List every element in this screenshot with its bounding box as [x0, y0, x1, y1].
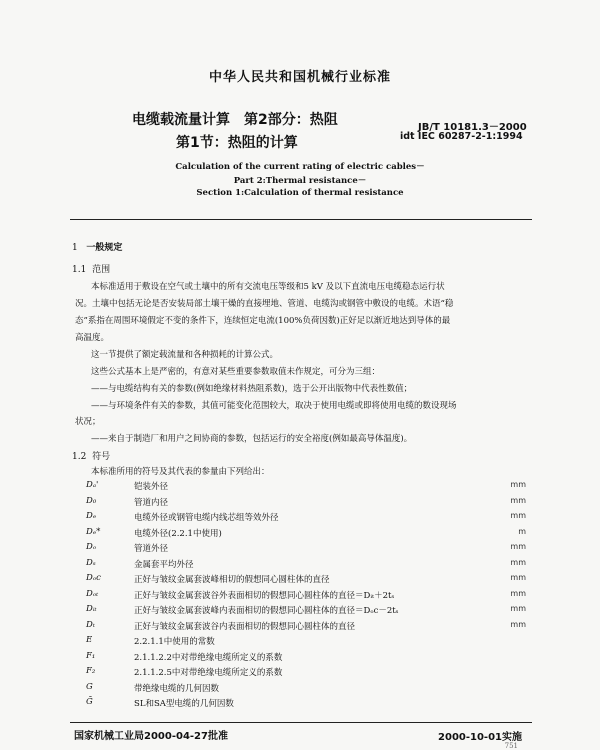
- symbol-row: [0, 620, 600, 635]
- symbol-description: 带绝缘电缆的几何因数: [134, 683, 220, 694]
- symbol: Dₛ: [86, 557, 96, 568]
- symbol-unit: mm: [510, 619, 526, 629]
- symbol-description: 正好与皱纹金属套波峰内表面相切的假想同心圆柱体的直径＝Dₒc－2tₛ: [134, 606, 399, 616]
- symbol-unit: mm: [510, 588, 526, 598]
- symbol: Dₒₜ: [86, 588, 99, 599]
- symbol-description: 铠装外径: [134, 482, 169, 492]
- scope-para-5-line-1: ——与环境条件有关的参数，其值可能变化范围较大，取决于使用电缆或即将使用电缆的数设现场: [91, 401, 457, 411]
- symbol-row: [0, 666, 600, 681]
- scope-para-4: ——与电缆结构有关的参数(例如绝缘材料热阻系数)，选于公开出版物中代表性数值；: [91, 384, 413, 394]
- symbol-description: 2.1.1.2.5中对带绝缘电缆所定义的系数: [134, 668, 283, 678]
- subsection-number: 1.1: [72, 265, 87, 275]
- symbol-row: [0, 697, 600, 712]
- symbol-description: 2.2.1.1中使用的常数: [134, 637, 215, 647]
- title-en-line2: Part 2:Thermal resistance－: [233, 176, 367, 186]
- symbol-row: [0, 542, 600, 557]
- symbol-description: 2.1.1.2.2中对带绝缘电缆所定义的系数: [134, 652, 283, 663]
- symbol-row: [0, 589, 600, 604]
- symbols-intro: 本标准所用的符号及其代表的参量由下列给出：: [91, 467, 270, 477]
- title-cn-line2: 第1节：热阻的计算: [176, 135, 298, 151]
- scope-para-6: ——来自于制造厂和用户之间协商的参数，包括运行的安全裕度(例如最高导体温度)。: [91, 434, 413, 444]
- scope-para-5-line-2: 状况；: [75, 417, 101, 427]
- symbol: Dₜ: [86, 619, 95, 630]
- title-en-line1: Calculation of the current rating of electric cables－: [175, 162, 425, 172]
- symbol-unit: mm: [510, 480, 526, 489]
- symbol-row: [0, 682, 600, 697]
- symbol-row: [0, 496, 600, 511]
- subsection-number: 1.2: [72, 452, 87, 462]
- symbol-description: 电缆外径或钢管电缆内线芯组等效外径: [134, 513, 279, 523]
- title-cn-line1: 电缆载流量计算 第2部分：热阻: [132, 112, 338, 128]
- idt-reference: idt IEC 60287-2-1:1994: [400, 131, 523, 142]
- symbol: Ḡ: [86, 697, 93, 707]
- symbol-unit: mm: [510, 604, 526, 613]
- footer-divider: [70, 722, 532, 723]
- symbol: G: [86, 681, 93, 692]
- title-divider: [70, 219, 532, 220]
- symbol-row: [0, 511, 600, 526]
- symbol-description: 管道外径: [134, 544, 169, 554]
- symbol: Dₒc: [86, 573, 101, 583]
- symbol: Dₐ': [86, 480, 99, 490]
- symbol-row: [0, 527, 600, 542]
- symbol-unit: m: [518, 526, 526, 536]
- symbol-description: 管道内径: [134, 497, 169, 508]
- symbol: Dₑ: [86, 511, 97, 521]
- symbol-description: 正好与皱纹金属套波谷内表面相切的假想同心圆柱体的直径: [134, 621, 356, 632]
- subsection-title: 符号: [92, 452, 111, 462]
- symbol-description: 金属套平均外径: [134, 559, 194, 570]
- scope-para-line-1: 本标准适用于敷设在空气或土壤中的所有交流电压等级和5 kV 及以下直流电压电缆稳态运行状: [91, 282, 445, 292]
- symbol-row: [0, 558, 600, 573]
- symbol-unit: mm: [510, 511, 526, 520]
- scope-para-3: 这些公式基本上是严密的，有意对某些重要参数取值未作规定，可分为三组：: [91, 367, 381, 377]
- symbol: Dᵢₜ: [86, 604, 97, 614]
- symbol-row: [0, 635, 600, 650]
- symbol: Dₒ: [86, 542, 97, 552]
- symbol: F₂: [86, 666, 96, 676]
- symbol-unit: mm: [510, 557, 526, 567]
- subsection-1-2-heading: [72, 449, 110, 462]
- symbol-row: [0, 651, 600, 666]
- symbol-row: [0, 480, 600, 495]
- section-1-heading: [72, 240, 122, 253]
- effective-date: 2000-10-01实施: [438, 732, 522, 743]
- symbol-row: [0, 604, 600, 619]
- symbol: F₁: [86, 650, 96, 661]
- scope-para-line-2: 况。土壤中包括无论是否安装局部土壤干燥的直接埋地、管道、电缆沟或钢管中敷设的电缆。术语“稳: [75, 299, 454, 309]
- section-title: 一般规定: [86, 243, 123, 253]
- symbol-description: 正好与皱纹金属套波谷外表面相切的假想同心圆柱体的直径＝Dᵢₜ＋2tₛ: [134, 590, 395, 601]
- approval-date: 国家机械工业局2000-04-27批准: [74, 731, 228, 742]
- standard-number: JB/T 10181.3－2000: [418, 122, 527, 133]
- symbol-row: [0, 573, 600, 588]
- symbol: D₀: [86, 495, 97, 506]
- scope-para-line-3: 态”系指在周围环境假定不变的条件下，连续恒定电流(100%负荷因数)正好足以渐近地达到导体的最: [75, 316, 451, 326]
- scope-para-line-4: 高温度。: [75, 333, 110, 343]
- scope-para-2: 这一节提供了额定载流量和各种损耗的计算公式。: [91, 350, 279, 360]
- title-en-line3: Section 1:Calculation of thermal resistance: [196, 188, 404, 198]
- symbol-unit: mm: [510, 495, 526, 505]
- symbol: Dₑ*: [86, 526, 101, 537]
- page-number: 751: [504, 742, 518, 750]
- subsection-title: 范围: [92, 265, 111, 275]
- symbol-unit: mm: [510, 573, 526, 582]
- section-number: 1: [72, 243, 78, 253]
- symbol-unit: mm: [510, 542, 526, 551]
- standard-body-header: 中华人民共和国机械行业标准: [208, 70, 391, 85]
- symbol-description: 电缆外径(2.2.1中使用): [134, 528, 222, 539]
- symbol-description: 正好与皱纹金属套波峰相切的假想同心圆柱体的直径: [134, 575, 330, 585]
- symbol: E: [86, 635, 93, 645]
- symbol-description: SL和SA型电缆的几何因数: [134, 699, 234, 709]
- subsection-1-1-heading: [72, 262, 110, 275]
